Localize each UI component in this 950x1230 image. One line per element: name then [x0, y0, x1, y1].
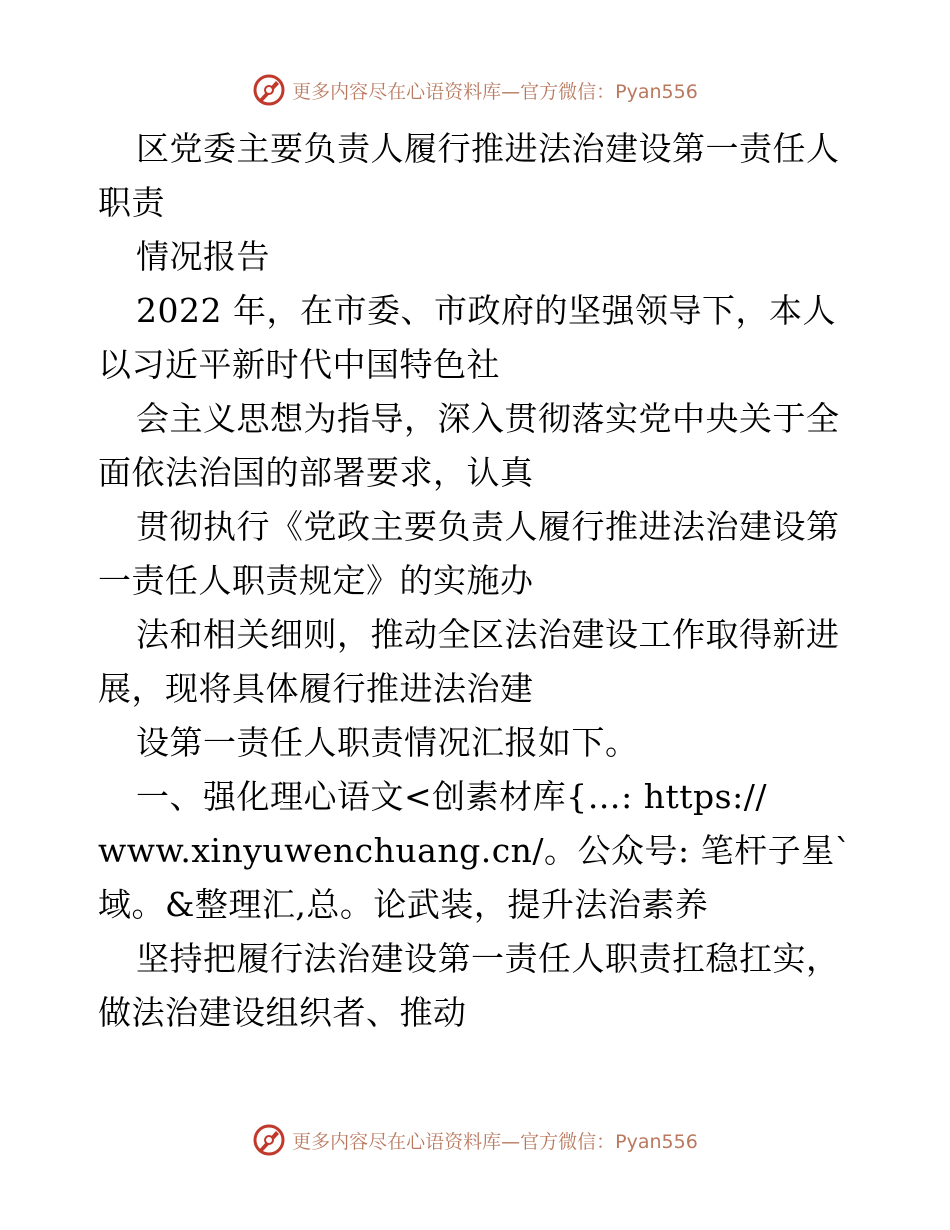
text-line: 法和相关细则，推动全区法治建设工作取得新进: [136, 615, 840, 654]
text-line: 2022 年，在市委、市政府的坚强领导下，本人: [136, 291, 836, 330]
text-line: 域。&整理汇,总。论武装，提升法治素养: [98, 885, 709, 924]
quill-logo-icon: [252, 1123, 286, 1157]
text-line: 情况报告: [136, 237, 270, 276]
text-line: 面依法治国的部署要求，认真: [98, 453, 534, 492]
quill-logo-icon: [252, 73, 286, 107]
text-line: 贯彻执行《党政主要负责人履行推进法治建设第: [136, 507, 840, 546]
text-line: 以习近平新时代中国特色社: [98, 345, 500, 384]
text-line: 做法治建设组织者、推动: [98, 993, 467, 1032]
watermark-banner-bottom: [0, 1120, 950, 1160]
watermark-text: 更多内容尽在心语资料库—官方微信：Pyan556: [292, 80, 698, 103]
text-line: 一责任人职责规定》的实施办: [98, 561, 534, 600]
text-line: 一、强化理心语文<创素材库{…: https://: [136, 777, 767, 816]
text-line: 会主义思想为指导，深入贯彻落实党中央关于全: [136, 399, 840, 438]
watermark-text: 更多内容尽在心语资料库—官方微信：Pyan556: [292, 1130, 698, 1153]
document-body: [98, 122, 868, 1040]
text-line: www.xinyuwenchuang.cn/。公众号: 笔杆子星`: [98, 831, 852, 870]
text-line: 设第一责任人职责情况汇报如下。: [136, 723, 639, 762]
text-line: 展，现将具体履行推进法治建: [98, 669, 534, 708]
watermark-banner-top: [0, 70, 950, 110]
text-line: 区党委主要负责人履行推进法治建设第一责任人: [136, 129, 840, 168]
text-line: 坚持把履行法治建设第一责任人职责扛稳扛实，: [136, 939, 840, 978]
text-line: 职责: [98, 183, 165, 222]
